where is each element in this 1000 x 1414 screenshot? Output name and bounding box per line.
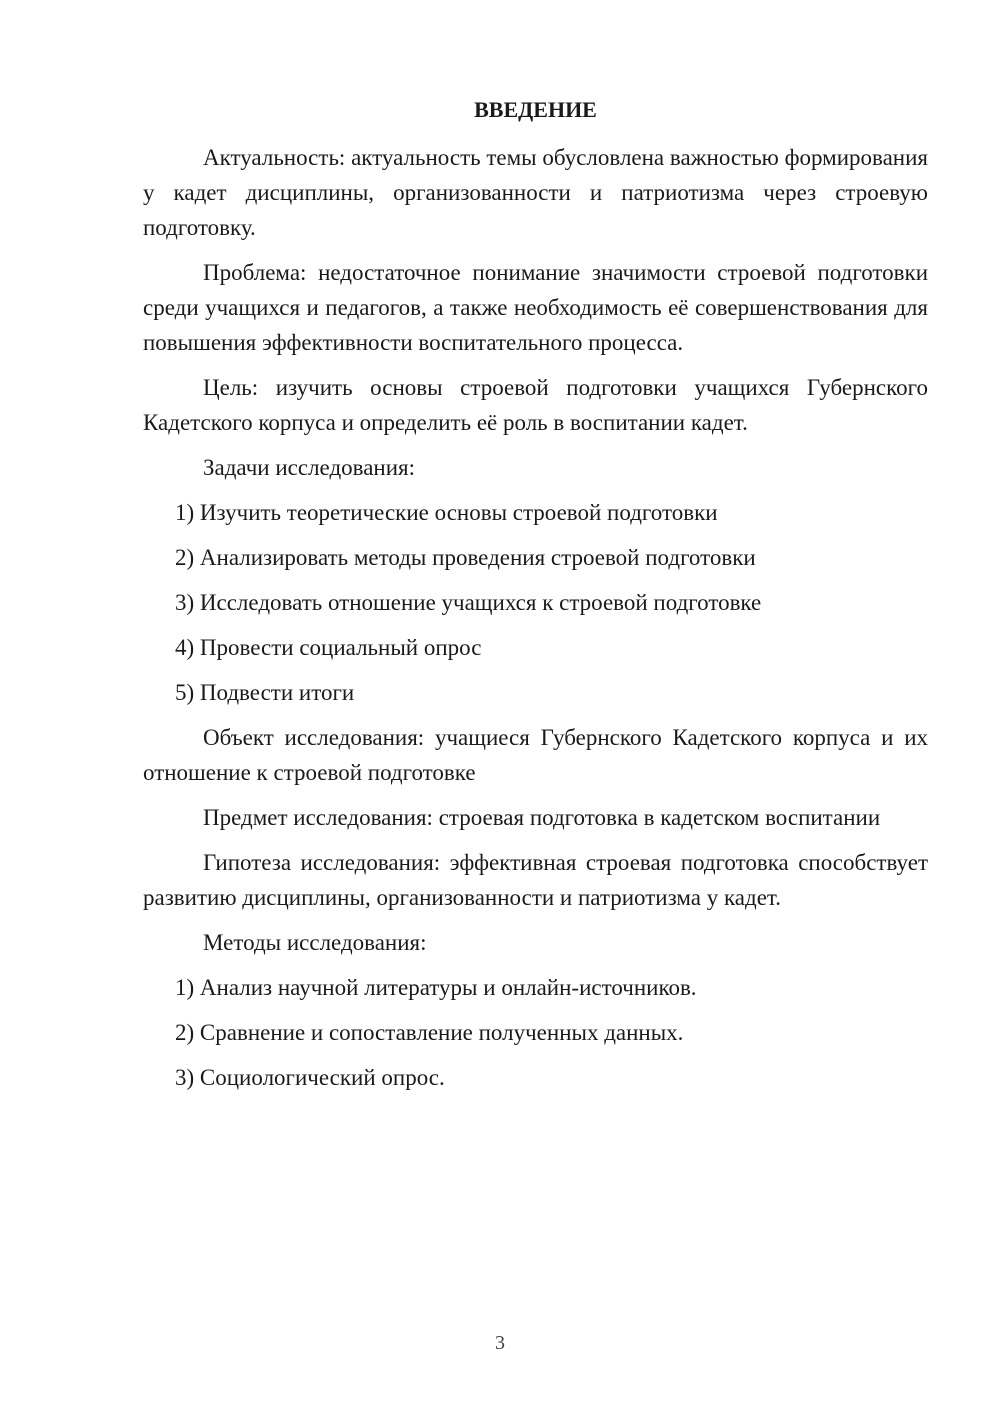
tasks-heading: Задачи исследования: bbox=[203, 455, 416, 480]
list-item: 1) Анализ научной литературы и онлайн-источников. bbox=[175, 975, 697, 1000]
page-title: ВВЕДЕНИЕ bbox=[474, 97, 597, 122]
list-item: 5) Подвести итоги bbox=[175, 680, 355, 705]
list-item: 2) Сравнение и сопоставление полученных данных. bbox=[175, 1020, 684, 1045]
list-item: 1) Изучить теоретические основы строевой подготовки bbox=[175, 500, 718, 525]
list-item: 3) Социологический опрос. bbox=[175, 1065, 445, 1090]
methods-heading: Методы исследования: bbox=[203, 930, 427, 955]
goal-paragraph: Цель: изучить основы строевой подготовки учащихся Губернского Кадетского корпуса и определить её роль в воспитании кадет. bbox=[143, 375, 928, 435]
object-paragraph: Объект исследования: учащиеся Губернского Кадетского корпуса и их отношение к строевой подготовке bbox=[143, 725, 928, 785]
list-item: 4) Провести социальный опрос bbox=[175, 635, 482, 660]
list-item: 2) Анализировать методы проведения строевой подготовки bbox=[175, 545, 756, 570]
subject-paragraph: Предмет исследования: строевая подготовка в кадетском воспитании bbox=[203, 805, 881, 830]
relevance-paragraph: Актуальность: актуальность темы обусловлена важностью формирования у кадет дисциплины, организованности и патриотизма через строевую подготовку. bbox=[143, 145, 928, 240]
list-item: 3) Исследовать отношение учащихся к строевой подготовке bbox=[175, 590, 762, 615]
hypothesis-paragraph: Гипотеза исследования: эффективная строевая подготовка способствует развитию дисциплины, организованности и патриотизма у кадет. bbox=[143, 850, 928, 910]
problem-paragraph: Проблема: недостаточное понимание значимости строевой подготовки среди учащихся и педагогов, а также необходимость её совершенствования для повышения эффективности воспитательного процесса. bbox=[143, 260, 928, 355]
methods-list bbox=[143, 970, 928, 1095]
document-page bbox=[143, 92, 928, 1105]
page-number: 3 bbox=[495, 1332, 505, 1354]
tasks-list bbox=[143, 495, 928, 710]
